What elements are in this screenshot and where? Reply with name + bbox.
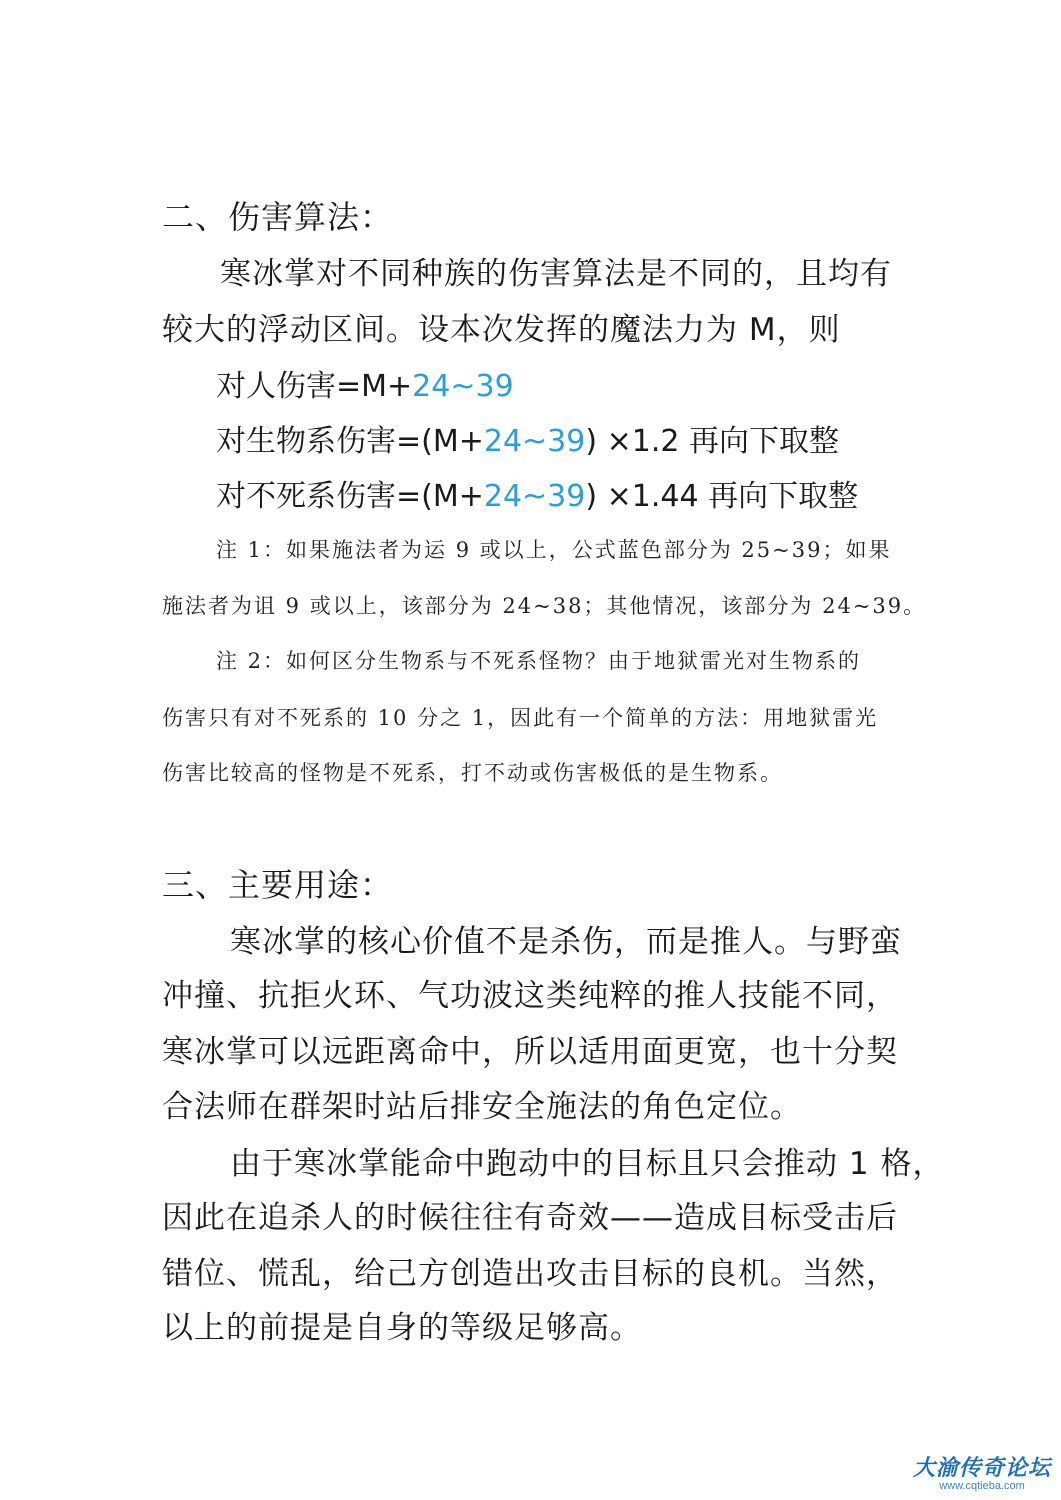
paragraph-line: 错位、慌乱，给己方创造出攻击目标的良机。当然，	[162, 1256, 898, 1292]
forum-watermark	[913, 1451, 1051, 1492]
section-heading-damage: 二、伤害算法：	[162, 198, 394, 236]
paragraph-line: 冲撞、抗拒火环、气功波这类纯粹的推人技能不同，	[162, 978, 898, 1014]
paragraph-line: 合法师在群架时站后排安全施法的角色定位。	[162, 1089, 802, 1125]
formula-human-damage	[216, 361, 514, 405]
formula-text: 对不死系伤害=(M+	[216, 479, 484, 514]
formula-range-highlight: 24~39	[412, 369, 514, 404]
note-line: 注 2：如何区分生物系与不死系怪物？由于地狱雷光对生物系的	[216, 649, 862, 673]
paragraph-line: 寒冰掌的核心价值不是杀伤，而是推人。与野蛮	[230, 924, 902, 960]
note-line: 注 1：如果施法者为运 9 或以上，公式蓝色部分为 25~39；如果	[216, 538, 892, 562]
note-line: 伤害只有对不死系的 10 分之 1，因此有一个简单的方法：用地狱雷光	[162, 706, 879, 730]
paragraph-line: 由于寒冰掌能命中跑动中的目标且只会推动 1 格，	[230, 1146, 945, 1182]
watermark-url: www.cqtieba.com	[939, 1480, 1025, 1492]
watermark-title: 大渝传奇论坛	[912, 1455, 1051, 1481]
formula-text: 对生物系伤害=(M+	[216, 424, 484, 459]
paragraph-line: 较大的浮动区间。设本次发挥的魔法力为 M，则	[162, 312, 841, 348]
formula-range-highlight: 24~39	[483, 479, 586, 514]
formula-text: ) ×1.44 再向下取整	[585, 479, 859, 514]
formula-undead-damage	[216, 471, 858, 515]
paragraph-line: 寒冰掌可以远距离命中，所以适用面更宽，也十分契	[162, 1034, 898, 1070]
paragraph-line: 以上的前提是自身的等级足够高。	[162, 1310, 642, 1346]
note-line: 伤害比较高的怪物是不死系，打不动或伤害极低的是生物系。	[162, 761, 783, 785]
paragraph-line: 寒冰掌对不同种族的伤害算法是不同的，且均有	[220, 256, 892, 292]
formula-text: ) ×1.2 再向下取整	[585, 424, 839, 459]
formula-range-highlight: 24~39	[483, 424, 586, 459]
formula-creature-damage	[216, 416, 839, 460]
section-heading-usage: 三、主要用途：	[162, 866, 394, 904]
formula-text: 对人伤害=M+	[216, 369, 413, 404]
note-line: 施法者为诅 9 或以上，该部分为 24~38；其他情况，该部分为 24~39。	[162, 594, 927, 618]
paragraph-line: 因此在追杀人的时候往往有奇效——造成目标受击后	[162, 1200, 898, 1236]
